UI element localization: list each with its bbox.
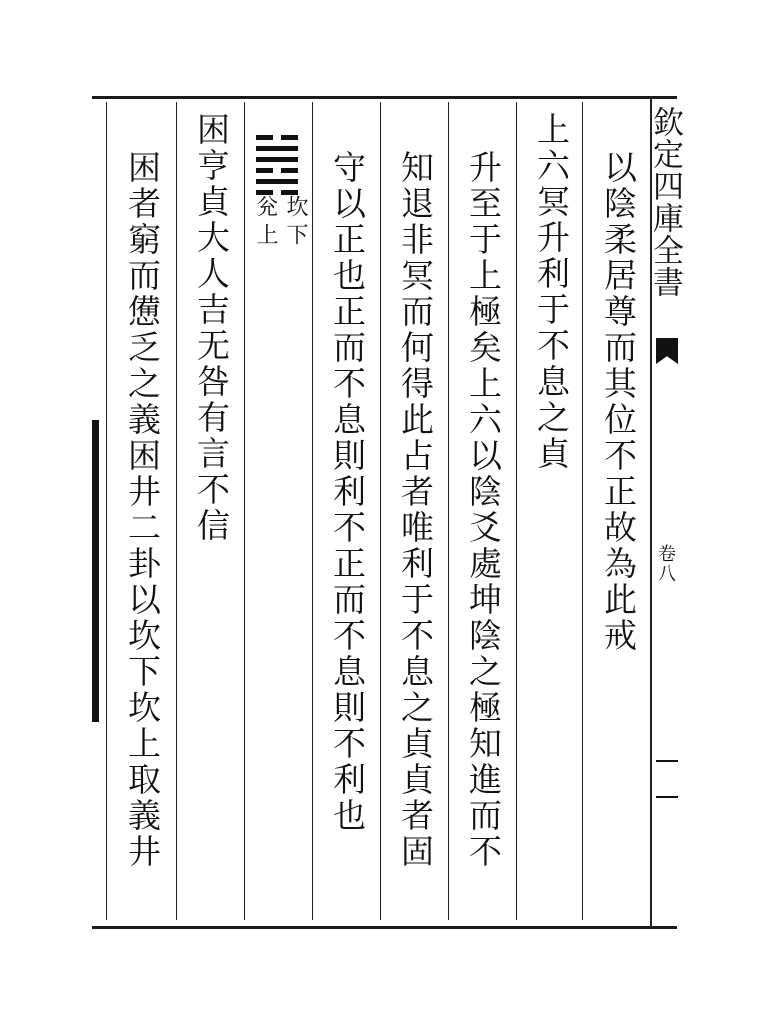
page-header-margin <box>647 96 683 928</box>
text-column-4: 知退非冥而何得此占者唯利于不息之貞貞者固 <box>396 150 435 870</box>
hexagram-kun-icon <box>256 135 298 201</box>
book-title: 欽定四庫全書 <box>647 106 683 298</box>
column-divider <box>176 102 177 920</box>
column-divider <box>244 102 245 920</box>
text-column-5: 守以正也正而不息則利不正而不息則不利也 <box>328 150 367 834</box>
column-divider <box>582 102 583 920</box>
top-border-rule <box>92 96 677 99</box>
bottom-border-rule <box>92 926 677 929</box>
column-divider <box>516 102 517 920</box>
trigram-upper-label: 兊上 <box>253 195 278 251</box>
trigram-lower-label: 坎下 <box>283 195 308 251</box>
text-column-7: 困者窮而憊乏之義困井二卦以坎下坎上取義井 <box>123 150 162 870</box>
text-column-3: 升至于上極矣上六以陰爻處坤陰之極知進而不 <box>464 150 503 870</box>
fishtail-bottom-mark-icon <box>656 760 678 798</box>
text-column-6: 困亨貞大人吉无咎有言不信 <box>192 112 231 544</box>
left-margin-mark <box>92 420 99 722</box>
volume-label: 卷八 <box>655 544 676 584</box>
column-divider <box>448 102 449 920</box>
column-divider <box>380 102 381 920</box>
text-column-2: 上六冥升利于不息之貞 <box>532 112 571 472</box>
text-column-1: 以陰柔居尊而其位不正故為此戒 <box>599 150 638 654</box>
column-divider <box>312 102 313 920</box>
column-divider <box>106 102 107 920</box>
